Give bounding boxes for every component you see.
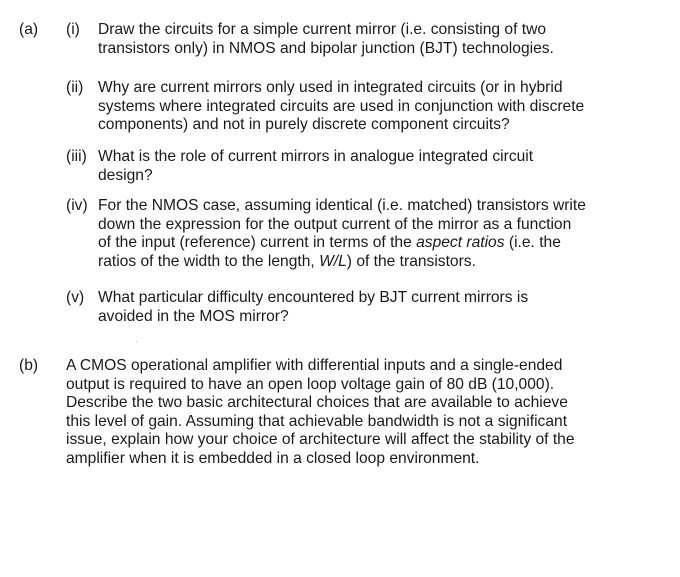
text-line: this level of gain. Assuming that achievable bandwidth is not a significant: [66, 412, 568, 430]
text-line: Describe the two basic architectural choices that are available to achieve: [66, 394, 568, 412]
text-line: avoided in the MOS mirror?: [98, 307, 289, 325]
item-i-label: (i): [66, 21, 80, 38]
text-line: components) and not in purely discrete component circuits?: [98, 116, 510, 134]
item-iii-text: [98, 148, 668, 185]
text-line: [98, 234, 668, 253]
item-iv-text: [98, 197, 668, 271]
text-line: issue, explain how your choice of architecture will affect the stability of the: [66, 431, 575, 449]
text-segment: ratios of the width to the length,: [98, 252, 315, 270]
text-line: [98, 253, 668, 272]
text-line: Why are current mirrors only used in integrated circuits (or in hybrid: [98, 79, 563, 96]
item-iii-label: (iii): [66, 148, 87, 165]
text-line: What particular difficulty encountered by BJT current mirrors is: [98, 289, 529, 306]
part-b-text: [66, 357, 666, 469]
text-line: A CMOS operational amplifier with differential inputs and a single-ended: [66, 357, 563, 374]
text-segment: (i.e. the: [508, 234, 561, 252]
text-line: down the expression for the output current of the mirror as a function: [98, 215, 572, 233]
aspect-ratios-term: aspect ratios: [416, 234, 505, 252]
part-b-label: (b): [19, 357, 39, 374]
item-v-text: [98, 289, 668, 326]
text-segment: ) of the transistors.: [346, 252, 476, 270]
text-line: systems where integrated circuits are used in conjunction with discrete: [98, 97, 585, 115]
text-line: amplifier when it is embedded in a closed loop environment.: [66, 449, 480, 467]
text-line: output is required to have an open loop voltage gain of 80 dB (10,000).: [66, 375, 555, 393]
text-line: design?: [98, 166, 153, 184]
text-line: transistors only) in NMOS and bipolar junction (BJT) technologies.: [98, 39, 554, 57]
part-a-label: (a): [19, 21, 39, 38]
item-iv-label: (iv): [66, 197, 88, 214]
text-line: What is the role of current mirrors in analogue integrated circuit: [98, 148, 534, 165]
item-v-label: (v): [66, 289, 85, 306]
item-ii-text: [98, 79, 668, 135]
item-ii-label: (ii): [66, 79, 84, 96]
scan-speck: [136, 341, 137, 342]
text-line: Draw the circuits for a simple current mirror (i.e. consisting of two: [98, 21, 547, 38]
text-line: For the NMOS case, assuming identical (i.e. matched) transistors write: [98, 197, 586, 214]
text-segment: of the input (reference) current in terms of the: [98, 234, 412, 252]
item-i-text: [98, 21, 668, 58]
wl-term: W/L: [319, 252, 347, 270]
